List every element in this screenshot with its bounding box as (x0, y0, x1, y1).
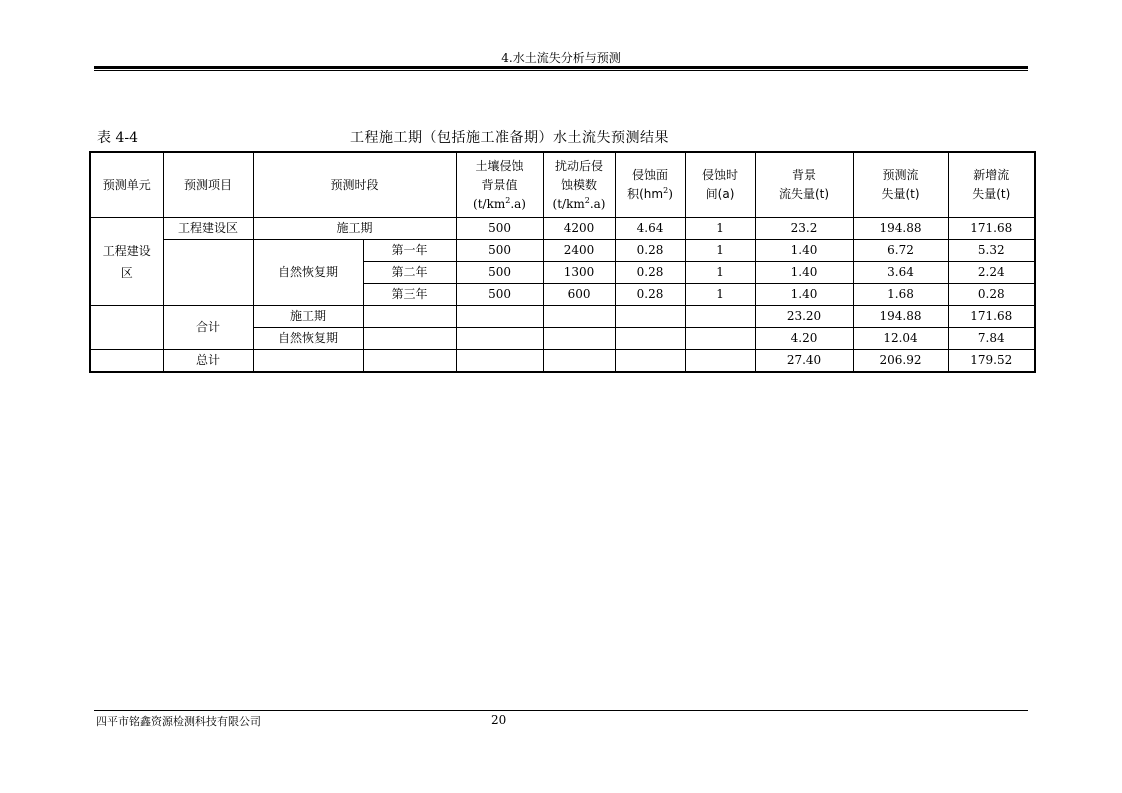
header-time (685, 152, 755, 218)
r4-bg: 500 (456, 284, 543, 306)
prediction-table (89, 151, 1036, 373)
header-bg-loss-l2: 流失量(t) (778, 187, 830, 201)
s2-pred: 12.04 (853, 328, 948, 350)
r2-bg: 500 (456, 240, 543, 262)
r2-new: 5.32 (948, 240, 1035, 262)
s1-empty-e (685, 306, 755, 328)
r2-mod: 2400 (543, 240, 615, 262)
t-pred: 206.92 (853, 350, 948, 373)
header-pred-loss (853, 152, 948, 218)
t-new: 179.52 (948, 350, 1035, 373)
header-area-l2a: 积(hm (627, 187, 664, 201)
header-new-loss-l1: 新增流 (973, 168, 1010, 182)
s2-period: 自然恢复期 (253, 328, 363, 350)
r1-pred: 194.88 (853, 218, 948, 240)
total-unit-empty (90, 350, 163, 373)
r3-sub: 第二年 (363, 262, 456, 284)
table-label: 表 4-4 (97, 130, 138, 146)
r2-area: 0.28 (615, 240, 685, 262)
r3-new: 2.24 (948, 262, 1035, 284)
recovery-period-label: 自然恢复期 (253, 240, 363, 306)
s1-empty-a (363, 306, 456, 328)
r4-pred: 1.68 (853, 284, 948, 306)
r4-time: 1 (685, 284, 755, 306)
header-period: 预测时段 (253, 152, 456, 218)
header-bg-loss (755, 152, 853, 218)
r4-new: 0.28 (948, 284, 1035, 306)
r2-pred: 6.72 (853, 240, 948, 262)
s1-period: 施工期 (253, 306, 363, 328)
header-bg-value-unit-sup: 2 (505, 195, 511, 205)
header-area-l1: 侵蚀面 (632, 168, 669, 182)
r1-time: 1 (685, 218, 755, 240)
footer-rule (94, 710, 1028, 711)
header-area-l2b: ) (668, 187, 673, 201)
r1-bg-loss: 23.2 (755, 218, 853, 240)
table-title: 工程施工期（包括施工准备期）水土流失预测结果 (350, 130, 669, 146)
table-header-row (90, 152, 1035, 218)
r1-new: 171.68 (948, 218, 1035, 240)
header-pred-loss-l2: 失量(t) (881, 187, 920, 201)
subtotal-unit-empty (90, 306, 163, 350)
header-modulus-unit-a: (t/km (552, 196, 585, 211)
header-bg-value (456, 152, 543, 218)
header-area-sup: 2 (663, 186, 669, 195)
s1-empty-d (615, 306, 685, 328)
table-row (90, 240, 1035, 262)
t-empty-f (685, 350, 755, 373)
unit-cell (90, 218, 163, 306)
r3-area: 0.28 (615, 262, 685, 284)
header-modulus-unit-sup: 2 (584, 195, 590, 205)
header-rule-thin (94, 70, 1028, 71)
r2-time: 1 (685, 240, 755, 262)
page-number: 20 (491, 713, 507, 727)
r2-bg-loss: 1.40 (755, 240, 853, 262)
t-empty-d (543, 350, 615, 373)
r4-mod: 600 (543, 284, 615, 306)
header-modulus-l1: 扰动后侵 (555, 158, 604, 173)
header-unit: 预测单元 (90, 152, 163, 218)
s2-empty-b (456, 328, 543, 350)
table-row (90, 306, 1035, 328)
header-bg-value-l2: 背景值 (481, 177, 518, 192)
s2-bg-loss: 4.20 (755, 328, 853, 350)
r3-time: 1 (685, 262, 755, 284)
r1-period: 施工期 (253, 218, 456, 240)
s1-empty-b (456, 306, 543, 328)
r2-sub: 第一年 (363, 240, 456, 262)
header-area (615, 152, 685, 218)
r1-item: 工程建设区 (163, 218, 253, 240)
r4-area: 0.28 (615, 284, 685, 306)
header-time-l1: 侵蚀时 (702, 168, 739, 182)
r4-sub: 第三年 (363, 284, 456, 306)
s1-pred: 194.88 (853, 306, 948, 328)
t-empty-e (615, 350, 685, 373)
r3-mod: 1300 (543, 262, 615, 284)
total-label: 总计 (163, 350, 253, 373)
s2-new: 7.84 (948, 328, 1035, 350)
s1-new: 171.68 (948, 306, 1035, 328)
header-rule (94, 66, 1028, 69)
s1-empty-c (543, 306, 615, 328)
header-pred-loss-l1: 预测流 (882, 168, 919, 182)
r3-bg-loss: 1.40 (755, 262, 853, 284)
header-item: 预测项目 (163, 152, 253, 218)
t-empty-b (363, 350, 456, 373)
table-row (90, 218, 1035, 240)
header-bg-value-l1: 土壤侵蚀 (475, 158, 524, 173)
header-modulus-unit-b: .a) (589, 196, 606, 211)
t-empty-a (253, 350, 363, 373)
header-new-loss-l2: 失量(t) (972, 187, 1011, 201)
r3-pred: 3.64 (853, 262, 948, 284)
header-new-loss (948, 152, 1035, 218)
r1-mod: 4200 (543, 218, 615, 240)
r1-bg: 500 (456, 218, 543, 240)
header-bg-loss-l1: 背景 (792, 168, 817, 182)
header-bg-value-unit-a: (t/km (473, 196, 506, 211)
s2-empty-c (543, 328, 615, 350)
r4-bg-loss: 1.40 (755, 284, 853, 306)
t-empty-c (456, 350, 543, 373)
page-header-title: 4.水土流失分析与预测 (501, 51, 621, 65)
r2-item-empty (163, 240, 253, 306)
table-row-total (90, 350, 1035, 373)
header-time-l2: 间(a) (705, 187, 735, 201)
header-modulus-l2: 蚀模数 (561, 177, 598, 192)
s2-empty-a (363, 328, 456, 350)
s2-empty-d (615, 328, 685, 350)
s1-bg-loss: 23.20 (755, 306, 853, 328)
r3-bg: 500 (456, 262, 543, 284)
footer-company: 四平市铭鑫资源检测科技有限公司 (96, 715, 261, 728)
header-modulus (543, 152, 615, 218)
r1-area: 4.64 (615, 218, 685, 240)
unit-name: 工程建设区 (102, 243, 151, 280)
s2-empty-e (685, 328, 755, 350)
subtotal-label: 合计 (163, 306, 253, 350)
t-bg-loss: 27.40 (755, 350, 853, 373)
header-bg-value-unit-b: .a) (510, 196, 526, 211)
